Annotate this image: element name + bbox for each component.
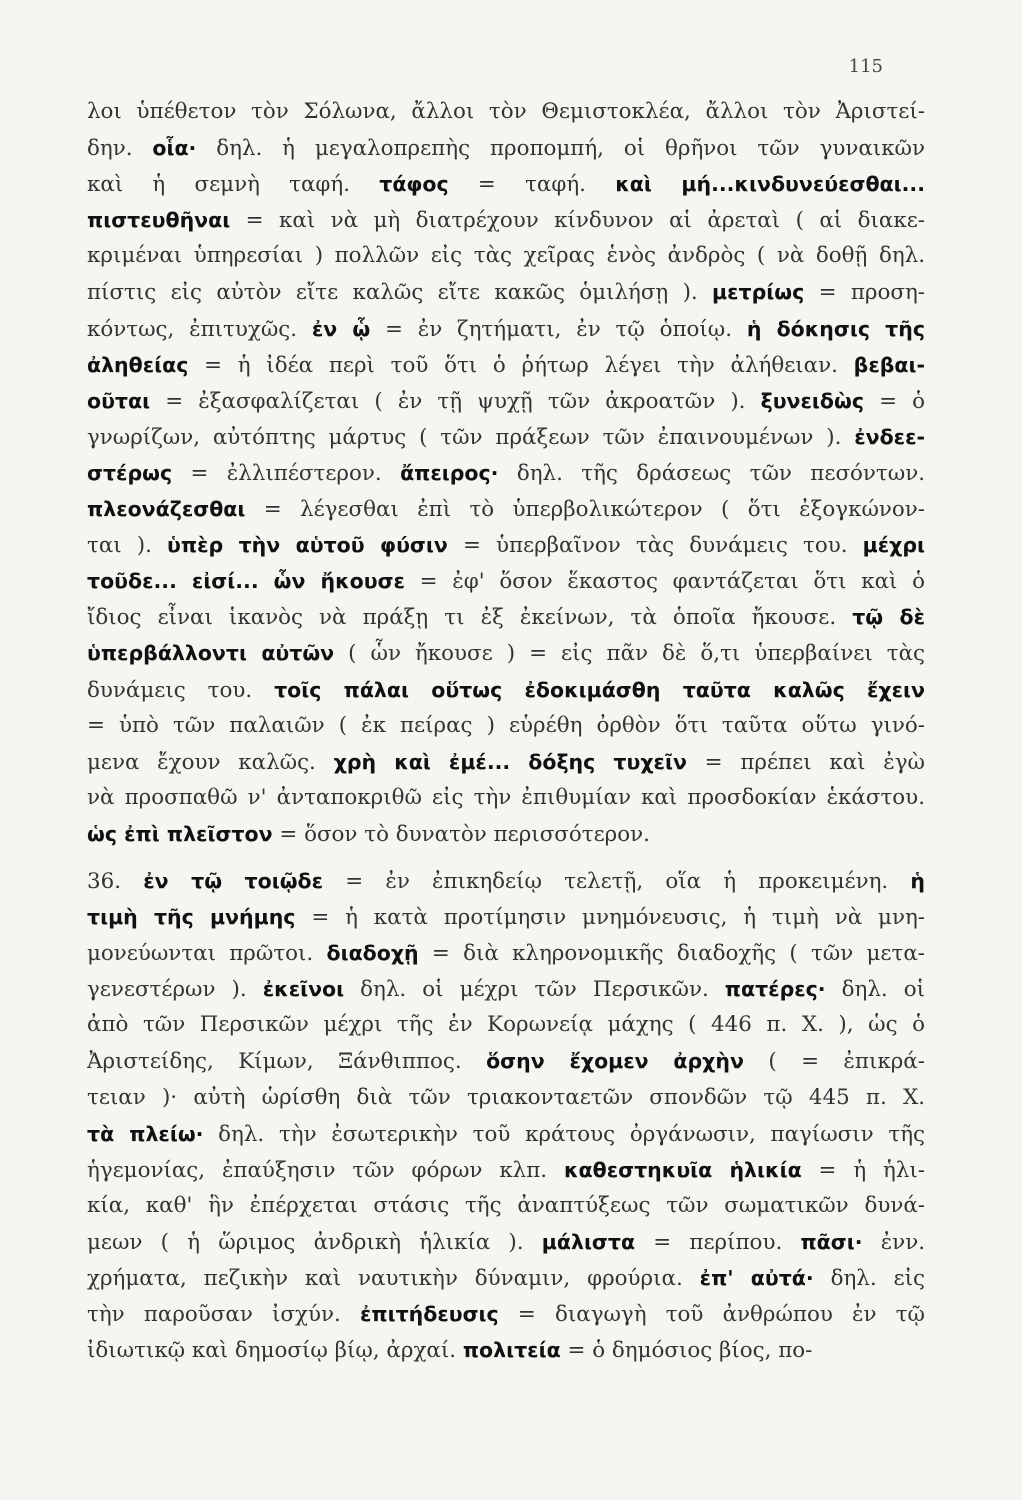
- lemma-term: μέχρι: [862, 533, 925, 558]
- gloss-text: = ταφή.: [448, 172, 616, 198]
- text-line: [87, 166, 925, 202]
- text-line: [87, 635, 925, 671]
- text-line: [87, 347, 925, 383]
- lemma-term: τὰ πλείω·: [87, 1121, 204, 1146]
- gloss-text: = ἡ κατὰ προτίμησιν μνημόνευσις, ἡ τιμὴ νὰ μνη-: [295, 905, 925, 931]
- text-line: [87, 1007, 925, 1043]
- text-line: [87, 491, 925, 527]
- text-line: [87, 744, 925, 780]
- lemma-term: καθεστηκυῖα ἡλικία: [563, 1157, 802, 1182]
- gloss-text: νὰ προσπαθῶ ν' ἀνταποκριθῶ εἰς τὴν ἐπιθυμίαν καὶ προσδοκίαν ἑκάστου.: [87, 784, 925, 810]
- text-line: [87, 1043, 925, 1079]
- lemma-term: ξυνειδὼς: [760, 388, 864, 413]
- gloss-text: κία, καθ' ἣν ἐπέρχεται στάσις τῆς ἀναπτύξεως τῶν σωματικῶν δυνά-: [87, 1192, 925, 1218]
- gloss-text: = καὶ νὰ μὴ διατρέχουν κίνδυνον αἱ ἀρεταὶ ( αἱ διακε-: [230, 208, 925, 234]
- text-line: [87, 672, 925, 708]
- lemma-term: ἐν ᾧ: [311, 316, 371, 341]
- text-line: [87, 130, 925, 166]
- commentary-paragraph-1: [87, 94, 925, 852]
- gloss-text: = λέγεσθαι ἐπὶ τὸ ὑπερβολικώτερον ( ὅτι ἐξογκώνον-: [245, 497, 925, 523]
- commentary-paragraph-2: [87, 863, 925, 1368]
- lemma-term: τάφος: [379, 172, 449, 197]
- text-line: [87, 1152, 925, 1188]
- gloss-text: ( = ἐπικρά-: [743, 1049, 925, 1075]
- lemma-term: χρὴ καὶ ἐμέ... δόξης τυχεῖν: [333, 749, 687, 774]
- gloss-text: = διὰ κληρονομικῆς διαδοχῆς ( τῶν μετα-: [418, 941, 925, 967]
- gloss-text: = ἐξασφαλίζεται ( ἐν τῇ ψυχῇ τῶν ἀκροατῶν ).: [150, 388, 761, 414]
- gloss-text: χρήματα, πεζικὴν καὶ ναυτικὴν δύναμιν, φρούρια.: [87, 1266, 700, 1292]
- text-line: [87, 419, 925, 455]
- text-line: [87, 563, 925, 599]
- text-line: [87, 1224, 925, 1260]
- lemma-term: ἐνδεε-: [854, 424, 925, 449]
- gloss-text: = ἐν ἐπικηδείῳ τελετῇ, οἵα ἡ προκειμένη.: [323, 869, 911, 894]
- lemma-term: τῷ δὲ: [852, 605, 925, 630]
- text-line: [87, 1080, 925, 1116]
- text-line: [87, 202, 925, 238]
- text-line: [87, 1332, 925, 1368]
- gloss-text: = ὁ δημόσιος βίος, πο-: [560, 1338, 813, 1364]
- lemma-term: ὅσην ἔχομεν ἀρχὴν: [486, 1049, 744, 1074]
- gloss-text: ἀπὸ τῶν Περσικῶν μέχρι τῆς ἐν Κορωνείᾳ μάχης ( 446 π. Χ. ), ὡς ὁ: [87, 1012, 925, 1038]
- gloss-text: μονεύωνται πρῶτοι.: [87, 941, 327, 967]
- gloss-text: τειαν )· αὐτὴ ὡρίσθη διὰ τῶν τριακονταετῶν σπονδῶν τῷ 445 π. Χ.: [87, 1084, 925, 1110]
- text-line: [87, 863, 925, 899]
- gloss-text: δηλ. οἱ μέχρι τῶν Περσικῶν.: [344, 977, 725, 1003]
- lemma-term: ἐπιτήδευσις: [359, 1302, 499, 1327]
- text-line: [87, 599, 925, 635]
- gloss-text: = ἐν ζητήματι, ἐν τῷ ὁποίῳ.: [370, 316, 747, 342]
- text-line: [87, 1260, 925, 1296]
- gloss-text: ἴδιος εἶναι ἱκανὸς νὰ πράξῃ τι ἐξ ἐκείνων, τὰ ὁποῖα ἤκουσε.: [87, 605, 853, 631]
- lemma-term: διαδοχῇ: [326, 941, 419, 966]
- lemma-term: βεβαι-: [853, 352, 925, 377]
- lemma-term: ὡς ἐπὶ πλεῖστον: [87, 821, 273, 846]
- lemma-term: τοῦδε... εἰσί... ὧν ἤκουσε: [87, 569, 405, 594]
- text-line: [87, 238, 925, 274]
- gloss-text: = περίπου.: [635, 1229, 801, 1255]
- gloss-text: = ἐφ' ὅσον ἕκαστος φαντάζεται ὅτι καὶ ὁ: [404, 569, 925, 595]
- gloss-text: μενα ἔχουν καλῶς.: [87, 749, 334, 775]
- text-line: [87, 383, 925, 419]
- gloss-text: Ἀριστείδης, Κίμων, Ξάνθιππος.: [87, 1049, 487, 1075]
- gloss-text: = ὑπερβαῖνον τὰς δυνάμεις του.: [447, 533, 863, 559]
- text-line: [87, 971, 925, 1007]
- lemma-term: μάλιστα: [541, 1229, 636, 1254]
- gloss-text: δυνάμεις του.: [87, 677, 275, 703]
- gloss-text: = προση-: [804, 280, 925, 306]
- lemma-term: πολιτεία: [462, 1338, 561, 1363]
- gloss-text: = διαγωγὴ τοῦ ἀνθρώπου ἐν τῷ: [498, 1302, 925, 1328]
- gloss-text: ἡγεμονίας, ἐπαύξησιν τῶν φόρων κλπ.: [87, 1157, 564, 1183]
- text-line: [87, 274, 925, 310]
- gloss-text: ἐνν.: [862, 1229, 925, 1255]
- text-line: [87, 780, 925, 816]
- lemma-term: ὑπερβάλλοντι αὐτῶν: [87, 641, 335, 666]
- lemma-term: ἄπειρος·: [400, 460, 499, 485]
- gloss-text: γενεστέρων ).: [87, 977, 263, 1003]
- gloss-text: = ὁ: [863, 388, 925, 414]
- lemma-term: καὶ μή...κινδυνεύεσθαι...: [615, 172, 925, 197]
- lemma-term: ἐπ' αὐτά·: [699, 1266, 814, 1291]
- gloss-text: ται ).: [87, 533, 168, 559]
- text-line: [87, 708, 925, 744]
- text-line: [87, 455, 925, 491]
- lemma-term: πατέρες·: [724, 977, 826, 1002]
- gloss-text: δηλ. τῆς δράσεως τῶν πεσόντων.: [498, 460, 925, 486]
- gloss-text: λοι ὑπέθετον τὸν Σόλωνα, ἄλλοι τὸν Θεμιστοκλέα, ἄλλοι τὸν Ἀριστεί-: [87, 99, 925, 124]
- lemma-term: ὑπὲρ τὴν αὑτοῦ φύσιν: [167, 533, 448, 558]
- gloss-text: = ὅσον τὸ δυνατὸν περισσότερον.: [272, 821, 650, 847]
- lemma-term: ἡ: [910, 869, 925, 893]
- lemma-term: ἐν τῷ τοιῷδε: [143, 869, 324, 893]
- text-line: [87, 1116, 925, 1152]
- gloss-text: δηλ. ἡ μεγαλοπρεπὴς προπομπή, οἱ θρῆνοι τῶν γυναικῶν: [196, 136, 925, 162]
- gloss-text: δηλ. τὴν ἐσωτερικὴν τοῦ κράτους ὀργάνωσιν, παγίωσιν τῆς: [203, 1121, 925, 1147]
- gloss-text: πίστις εἰς αὐτὸν εἴτε καλῶς εἴτε κακῶς ὁμιλήσῃ ).: [87, 280, 713, 306]
- gloss-text: = ἡ ἰδέα περὶ τοῦ ὅτι ὁ ῥήτωρ λέγει τὴν ἀλήθειαν.: [188, 352, 854, 378]
- lemma-term: τιμὴ τῆς μνήμης: [87, 905, 296, 930]
- lemma-term: ἀληθείας: [87, 352, 189, 377]
- gloss-text: κριμέναι ὑπηρεσίαι ) πολλῶν εἰς τὰς χεῖρας ἑνὸς ἀνδρὸς ( νὰ δοθῇ δηλ.: [87, 243, 925, 269]
- lemma-term: ἡ δόκησις τῆς: [746, 316, 925, 341]
- lemma-term: οῦται: [87, 388, 151, 413]
- gloss-text: = ὑπὸ τῶν παλαιῶν ( ἐκ πείρας ) εὑρέθη ὀρθὸν ὅτι ταῦτα οὕτω γινό-: [87, 712, 925, 738]
- text-line: [87, 1188, 925, 1224]
- lemma-term: μετρίως: [712, 280, 805, 305]
- lemma-term: οἷα·: [152, 136, 197, 161]
- gloss-text: γνωρίζων, αὐτόπτης μάρτυς ( τῶν πράξεων τῶν ἐπαινουμένων ).: [87, 424, 855, 450]
- lemma-term: τοῖς πάλαι οὕτως ἐδοκιμάσθη ταῦτα καλῶς ἔχειν: [274, 677, 925, 702]
- lemma-term: ἐκεῖνοι: [262, 977, 345, 1002]
- lemma-term: στέρως: [87, 460, 173, 485]
- gloss-text: = πρέπει καὶ ἐγὼ: [686, 749, 925, 775]
- gloss-text: 36.: [87, 869, 144, 894]
- gloss-text: κόντως, ἐπιτυχῶς.: [87, 316, 312, 342]
- gloss-text: = ἡ ἡλι-: [801, 1157, 925, 1183]
- text-line: [87, 94, 925, 130]
- gloss-text: δηλ. οἱ: [825, 977, 925, 1003]
- lemma-term: πιστευθῆναι: [87, 208, 231, 233]
- gloss-text: ( ὧν ἤκουσε ) = εἰς πᾶν δὲ ὅ,τι ὑπερβαίνει τὰς: [334, 641, 925, 667]
- gloss-text: δην.: [87, 136, 153, 162]
- gloss-text: ἰδιωτικῷ καὶ δημοσίῳ βίῳ, ἀρχαί.: [87, 1338, 463, 1364]
- lemma-term: πᾶσι·: [800, 1229, 863, 1254]
- gloss-text: μεων ( ἡ ὥριμος ἀνδρικὴ ἡλικία ).: [87, 1229, 542, 1255]
- gloss-text: = ἐλλιπέστερον.: [172, 460, 401, 486]
- page-number: 115: [848, 56, 883, 77]
- text-line: [87, 1296, 925, 1332]
- text-line: [87, 816, 925, 852]
- text-line: [87, 311, 925, 347]
- gloss-text: καὶ ἡ σεμνὴ ταφή.: [87, 172, 380, 198]
- gloss-text: δηλ. εἰς: [813, 1266, 925, 1292]
- text-line: [87, 935, 925, 971]
- text-line: [87, 527, 925, 563]
- gloss-text: τὴν παροῦσαν ἰσχύν.: [87, 1302, 360, 1328]
- lemma-term: πλεονάζεσθαι: [87, 497, 246, 522]
- text-line: [87, 899, 925, 935]
